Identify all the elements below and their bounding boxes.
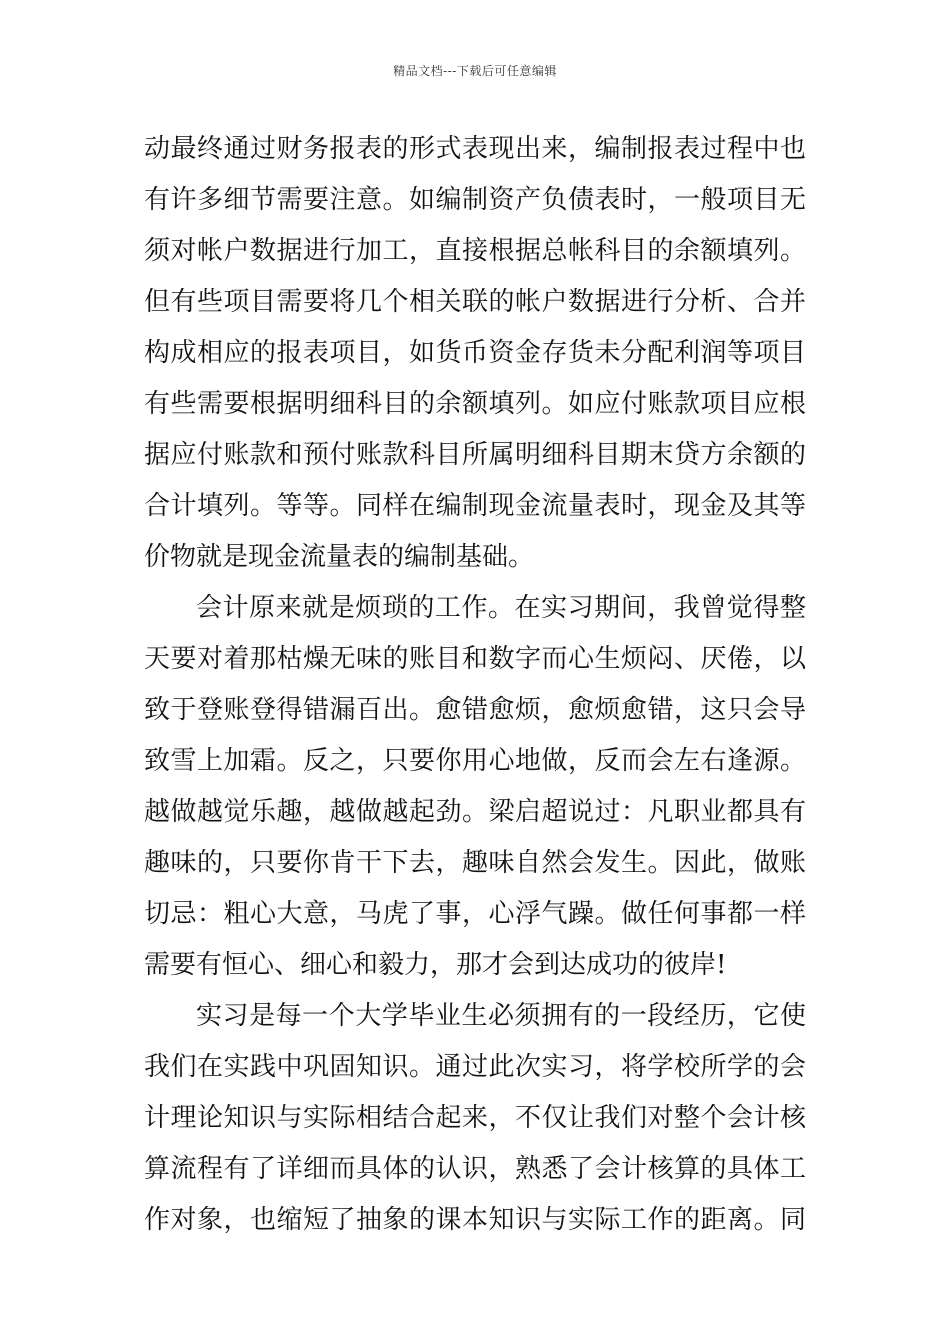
page-header: 精品文档---下载后可任意编辑: [393, 64, 557, 78]
text-line: 计理论知识与实际相结合起来，不仅让我们对整个会计核: [144, 1103, 806, 1133]
text-line: 合计填列。等等。同样在编制现金流量表时，现金及其等: [144, 491, 806, 521]
text-line: 算流程有了详细而具体的认识，熟悉了会计核算的具体工: [144, 1154, 806, 1184]
text-line: 须对帐户数据进行加工，直接根据总帐科目的余额填列。: [144, 236, 806, 266]
text-line: 致于登账登得错漏百出。愈错愈烦，愈烦愈错，这只会导: [144, 695, 806, 725]
text-line: 致雪上加霜。反之，只要你用心地做，反而会左右逢源。: [144, 746, 806, 776]
text-line: 作对象，也缩短了抽象的课本知识与实际工作的距离。同: [144, 1205, 806, 1235]
paragraph-3: [144, 991, 806, 1246]
text-line: 需要有恒心、细心和毅力，那才会到达成功的彼岸!: [144, 950, 727, 980]
text-line: 天要对着那枯燥无味的账目和数字而心生烦闷、厌倦，以: [144, 644, 806, 674]
text-line: 构成相应的报表项目，如货币资金存货未分配利润等项目: [144, 338, 806, 368]
text-line: 切忌：粗心大意，马虎了事，心浮气躁。做任何事都一样: [144, 899, 806, 929]
text-line: 实习是每一个大学毕业生必须拥有的一段经历，它使: [196, 1001, 806, 1031]
text-line: 我们在实践中巩固知识。通过此次实习，将学校所学的会: [144, 1052, 806, 1082]
text-line: 有些需要根据明细科目的余额填列。如应付账款项目应根: [144, 389, 806, 419]
text-line: 价物就是现金流量表的编制基础。: [144, 542, 535, 572]
document-body: [144, 124, 806, 1246]
text-line: 会计原来就是烦琐的工作。在实习期间，我曾觉得整: [196, 593, 806, 623]
paragraph-1: [144, 124, 806, 583]
text-line: 越做越觉乐趣，越做越起劲。梁启超说过：凡职业都具有: [144, 797, 806, 827]
text-line: 据应付账款和预付账款科目所属明细科目期末贷方余额的: [144, 440, 806, 470]
text-line: 但有些项目需要将几个相关联的帐户数据进行分析、合并: [144, 287, 806, 317]
text-line: 动最终通过财务报表的形式表现出来，编制报表过程中也: [144, 134, 806, 164]
text-line: 有许多细节需要注意。如编制资产负债表时，一般项目无: [144, 185, 806, 215]
text-line: 趣味的，只要你肯干下去，趣味自然会发生。因此，做账: [144, 848, 806, 878]
paragraph-2: [144, 583, 806, 991]
